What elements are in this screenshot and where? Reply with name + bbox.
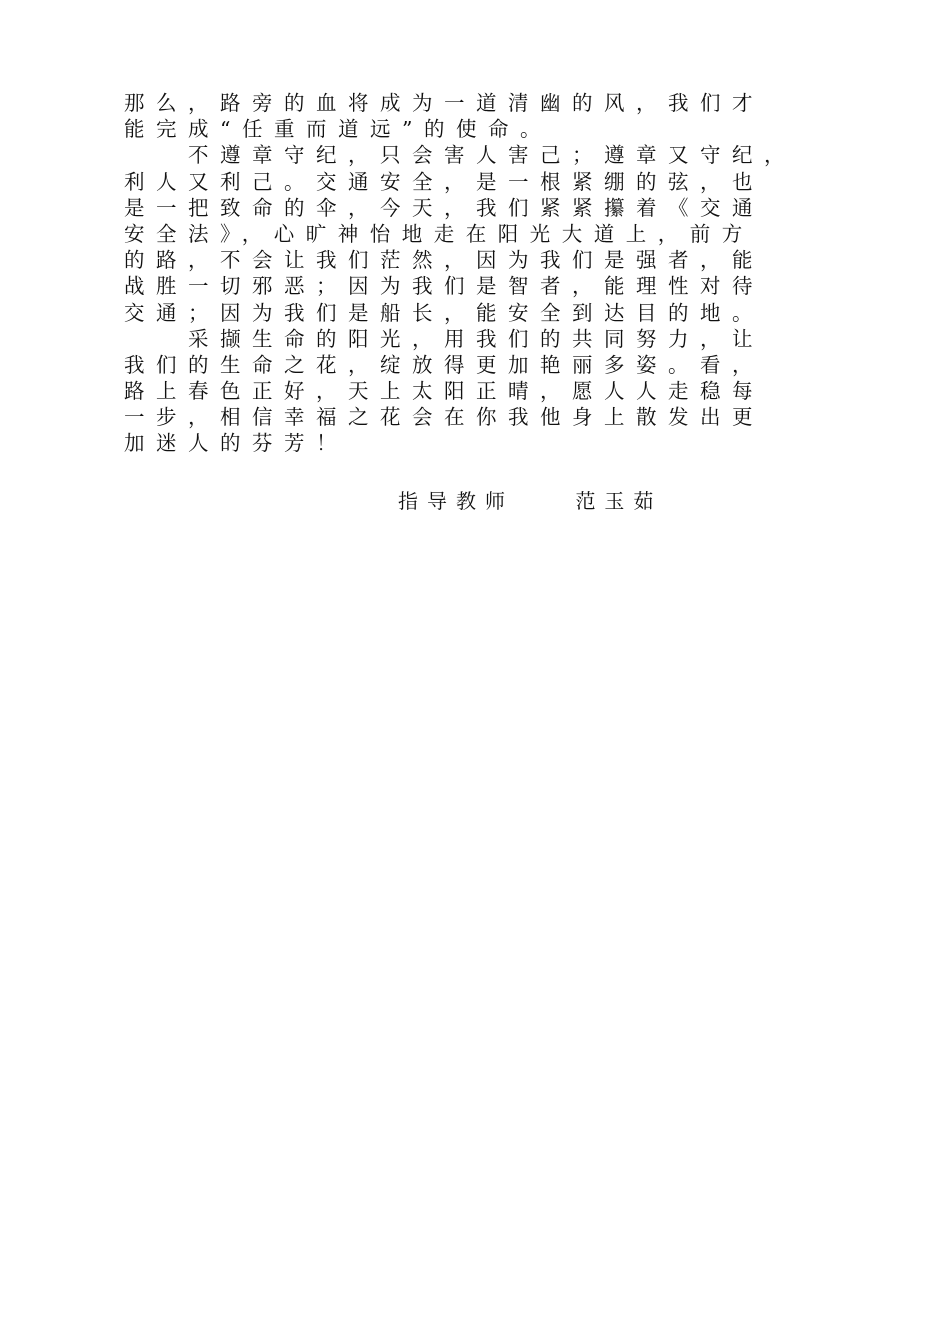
essay-line-4: 利人又利己。交通安全，是一根紧绷的弦，也 [124,169,764,194]
essay-line-5: 是一把致命的伞，今天，我们紧紧攥着《交通 [124,195,764,220]
essay-line-10: 采撷生命的阳光，用我们的共同努力，让 [124,326,764,351]
essay-line-6: 安全法》，心旷神怡地走在阳光大道上，前方 [124,221,754,246]
signature-line [398,485,662,514]
essay-line-3: 不遵章守纪，只会害人害己；遵章又守纪， [124,143,796,168]
essay-line-2: 能完成“任重而道远”的使命。 [124,117,552,142]
essay-line-13: 一步，相信幸福之花会在你我他身上散发出更 [124,405,764,430]
essay-line-7: 的路，不会让我们茫然，因为我们是强者，能 [124,248,764,273]
essay-body [124,90,844,457]
essay-line-14: 加迷人的芬芳！ [124,431,348,456]
essay-line-8: 战胜一切邪恶；因为我们是智者，能理性对待 [124,274,764,299]
essay-line-12: 路上春色正好，天上太阳正晴，愿人人走稳每 [124,379,764,404]
essay-line-11: 我们的生命之花，绽放得更加艳丽多姿。看， [124,352,764,377]
essay-line-1: 那么，路旁的血将成为一道清幽的风，我们才 [124,91,764,115]
essay-line-9: 交通；因为我们是船长，能安全到达目的地。 [124,300,764,325]
signature-label: 指导教师 [398,489,514,513]
signature-gap [514,489,575,513]
signature-name: 范玉茹 [575,489,663,513]
